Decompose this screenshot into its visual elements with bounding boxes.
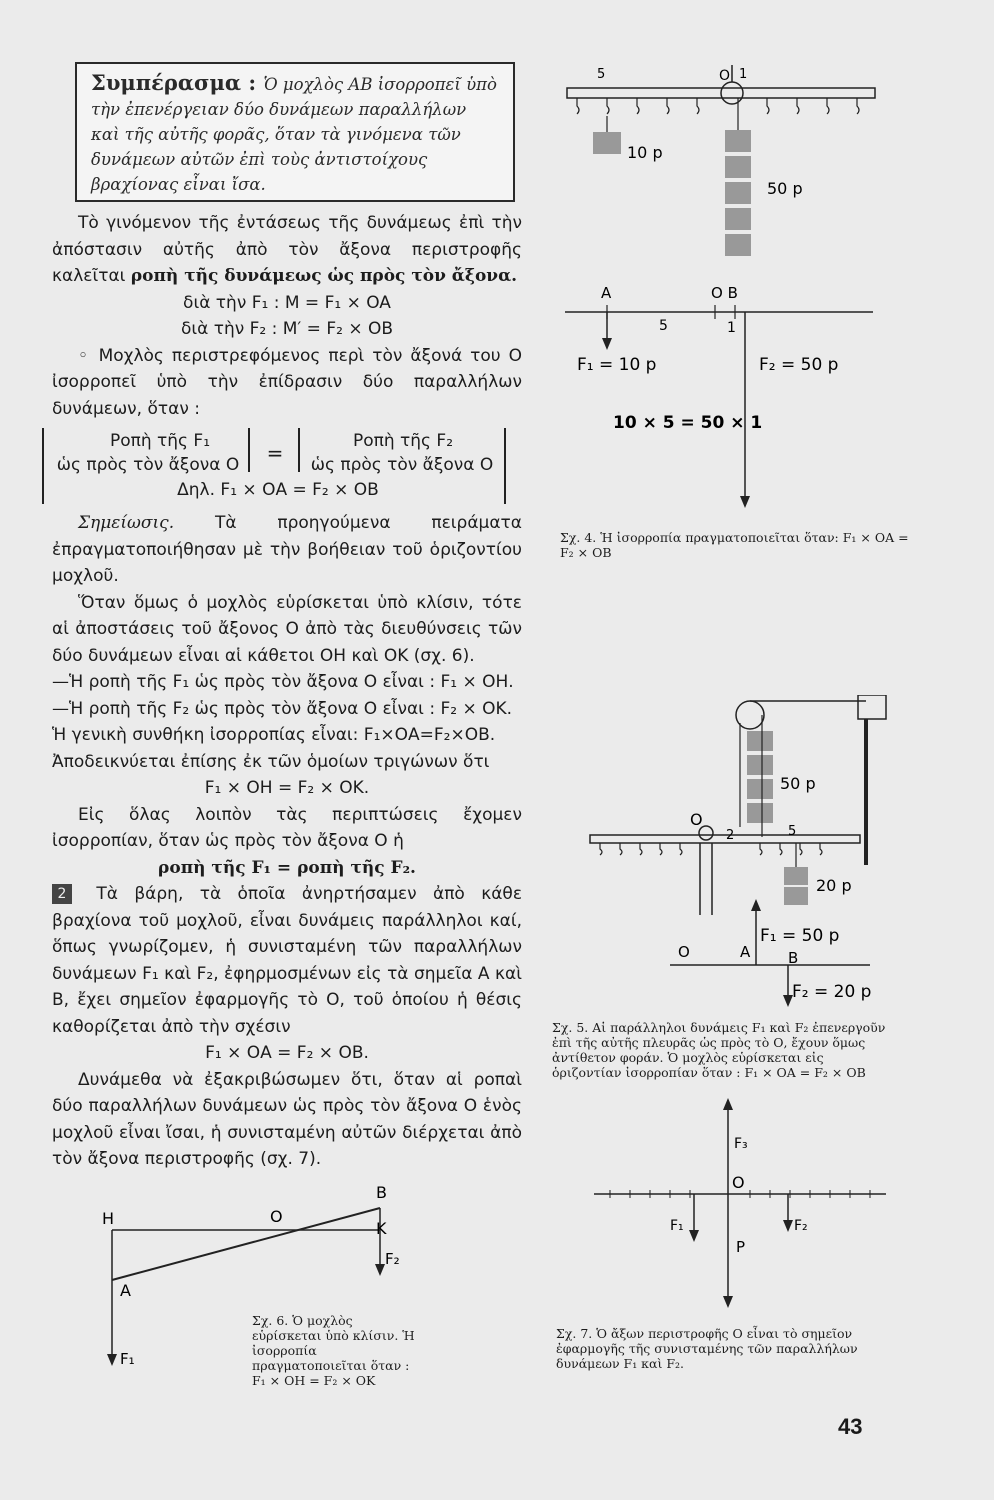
conclusion-text: Ὁ μοχλὸς ΑΒ ἰσορροπεῖ ὑπὸ τὴν ἐπενέργειαν δύο δυνάμεων παραλλήλων καὶ τῆς αὐτῆς φορᾶς, ὅταν τὰ γινόμενα τῶν δυνάμεων αὐτῶν ἐπὶ τοὺς ἀντιστοίχους βραχίονας εἶναι ἴσα. bbox=[91, 75, 497, 194]
weight-c bbox=[747, 779, 773, 799]
label-h: H bbox=[102, 1209, 115, 1228]
label-o: O bbox=[732, 1173, 745, 1192]
inclined-lever bbox=[112, 1208, 380, 1280]
label-o-lower: O bbox=[678, 943, 690, 961]
label-f2: F₂ bbox=[794, 1218, 808, 1234]
line-similar-triangles: Ἀποδεικνύεται ἐπίσης ἐκ τῶν ὁμοίων τριγώνων ὅτι bbox=[52, 751, 490, 772]
figure-5-caption: Σχ. 5. Αἱ παράλληλοι δυνάμεις F₁ καὶ F₂ ἐπενεργοῦν ἐπὶ τῆς αὐτῆς πλευρᾶς ὡς πρὸς τὸ Ο, ἔχουν ὅμως ἀντίθετον φοράν. Ὁ μοχλὸς εὑρίσκεται εἰς ὁριζοντίαν ἰσορροπίαν ὅταν : F₁ × OA = F₂ × OB bbox=[552, 1020, 886, 1080]
weight-2 bbox=[725, 156, 751, 178]
weight-d bbox=[747, 803, 773, 823]
label-b: B bbox=[788, 949, 799, 967]
figure-6-caption: Σχ. 6. Ὁ μοχλὸς εὑρίσκεται ὑπὸ κλίσιν. Ἡ ἰσορροπία πραγματοποιεῖται ὅταν : F₁ × OH = F₂ × OK bbox=[252, 1313, 415, 1388]
label-o: O bbox=[270, 1207, 283, 1226]
label-f1-10p: F₁ = 10 p bbox=[577, 355, 657, 375]
line-general-condition: Ἡ γενικὴ συνθήκη ἰσορροπίας εἶναι: F₁×ΟΑ=F₂×ΟΒ. bbox=[52, 725, 496, 745]
weight-3 bbox=[725, 182, 751, 204]
clamp bbox=[858, 695, 886, 719]
pivot-circle bbox=[721, 82, 743, 104]
label-50p: 50 p bbox=[780, 774, 816, 793]
weight-10p bbox=[593, 132, 621, 154]
weight-f bbox=[784, 887, 808, 905]
weight-5 bbox=[725, 234, 751, 256]
label-a: A bbox=[601, 284, 612, 302]
paragraph-section-2: 2 Τὰ βάρη, τὰ ὁποῖα ἀνηρτήσαμεν ἀπὸ κάθε βραχίονα τοῦ μοχλοῦ, εἶναι δυνάμεις παράλληλοι καί, ὅπως γνωρίζομεν, ἡ συνισταμένη τῶν παραλλήλων δυνάμεων F₁ καὶ F₂, ἐφηρμοσμένων εἰς τὰ σημεῖα Α καὶ Β, ἔχει σημεῖον ἐφαρμογῆς τὸ Ο, τοῦ ὁποίου ἡ θέσις καθορίζεται ἀπὸ τὴν σχέσιν bbox=[52, 884, 523, 1037]
line-moment-f2-ok: —Ἡ ροπὴ τῆς F₂ ὡς πρὸς τὸν ἄξονα Ο εἶναι : F₂ × ΟΚ. bbox=[52, 698, 513, 719]
paragraph-lever-rule: ◦ Μοχλὸς περιστρεφόμενος περὶ τὸν ἄξονά του Ο ἰσορροπεῖ ὑπὸ τὴν ἐπίδρασιν δύο παραλλήλων δυνάμεων, ὅταν : bbox=[52, 345, 522, 419]
weight-b bbox=[747, 755, 773, 775]
formula-f2: διὰ τὴν F₂ : M′ = F₂ × OB bbox=[180, 319, 394, 339]
label-50p: 50 p bbox=[767, 179, 803, 198]
weight-4 bbox=[725, 208, 751, 230]
bracket-left bbox=[42, 428, 44, 504]
arrow-f1-head bbox=[107, 1354, 117, 1366]
arrow-f2-head bbox=[375, 1264, 385, 1276]
figure-4-caption: Σχ. 4. Ἡ ἰσορροπία πραγματοποιεῖται ὅταν: F₁ × OA = F₂ × OB bbox=[560, 530, 909, 560]
label-1-lower: 1 bbox=[727, 320, 736, 336]
bracket-right bbox=[504, 428, 506, 504]
figure-7-caption: Σχ. 7. Ὁ ἄξων περιστροφῆς Ο εἶναι τὸ σημεῖον ἐφαρμογῆς τῆς συνισταμένης τῶν παραλλήλων δυνάμεων F₁ καὶ F₂. bbox=[556, 1326, 858, 1371]
paragraph-resultant: Δυνάμεθα νὰ ἐξακριβώσωμεν ὅτι, ὅταν αἱ ροπαὶ δύο παραλλήλων δυνάμεων ὡς πρὸς τὸν ἄξονα Ο ἑνὸς μοχλοῦ εἶναι ἴσαι, ἡ συνισταμένη αὐτῶν διέρχεται ἀπὸ τὸν ἄξονα περιστροφῆς (σχ. 7). bbox=[52, 1069, 522, 1169]
weight-a bbox=[747, 731, 773, 751]
figure-4-diagram bbox=[555, 60, 885, 580]
hook-row bbox=[577, 98, 859, 114]
weight-1 bbox=[725, 130, 751, 152]
moment-f2-label: Ροπὴ τῆς F₂ bbox=[352, 431, 454, 451]
label-5-lower: 5 bbox=[659, 318, 668, 334]
label-k: K bbox=[376, 1219, 387, 1238]
lever-bar bbox=[590, 835, 860, 843]
formula-oh-ok: F₁ × ΟΗ = F₂ × ΟΚ. bbox=[204, 778, 370, 798]
page-number: 43 bbox=[838, 1414, 863, 1439]
moment-f1-label: Ροπὴ τῆς F₁ bbox=[109, 431, 211, 451]
product-equation: Δηλ. F₁ × ΟΑ = F₂ × ΟΒ bbox=[177, 480, 379, 500]
paragraph-moment-def: Τὸ γινόμενον τῆς ἐντάσεως τῆς δυνάμεως ἐπὶ τὴν ἀπόστασιν αὐτῆς ἀπὸ τὸν ἄξονα περιστροφῆς καλεῖται ροπὴ τῆς δυνάμεως ὡς πρὸς τὸν ἄξονα. bbox=[52, 213, 522, 286]
label-b: B bbox=[376, 1183, 387, 1202]
label-1: 1 bbox=[739, 67, 748, 82]
section-number-badge: 2 bbox=[52, 884, 72, 904]
axis-o-label-1: ὡς πρὸς τὸν ἄξονα Ο bbox=[56, 455, 240, 475]
bar-mid-2 bbox=[298, 428, 300, 472]
equals-sign: = bbox=[266, 441, 284, 465]
label-a: A bbox=[740, 943, 751, 961]
label-f1: F₁ bbox=[670, 1218, 684, 1234]
figure-7-diagram bbox=[590, 1090, 890, 1320]
paragraph-all-cases: Εἰς ὅλας λοιπὸν τὰς περιπτώσεις ἔχομεν ἰσορροπίαν, ὅταν ὡς πρὸς τὸν ἄξονα Ο ἡ bbox=[52, 804, 522, 851]
label-f1-50p: F₁ = 50 p bbox=[760, 926, 840, 946]
label-10p: 10 p bbox=[627, 143, 663, 162]
label-2: 2 bbox=[726, 828, 735, 843]
label-f2: F₂ bbox=[385, 1250, 400, 1268]
line-moment-f1-oh: —Ἡ ροπὴ τῆς F₁ ὡς πρὸς τὸν ἄξονα Ο εἶναι : F₁ × ΟΗ. bbox=[52, 672, 514, 692]
paragraph-remark: Σημείωσις. Τὰ προηγούμενα πειράματα ἐπραγματοποιήθησαν μὲ τὴν βοήθειαν τοῦ ὁριζοντίου μοχλοῦ. bbox=[52, 513, 523, 586]
label-f3: F₃ bbox=[734, 1136, 748, 1152]
label-ob: O B bbox=[711, 284, 738, 302]
label-f1: F₁ bbox=[120, 1350, 135, 1368]
main-text bbox=[52, 210, 522, 1173]
conclusion-box bbox=[75, 62, 515, 202]
label-5: 5 bbox=[597, 67, 606, 82]
axis-o-label-2: ὡς πρὸς τὸν ἄξονα Ο bbox=[310, 455, 494, 475]
label-p: P bbox=[736, 1238, 746, 1256]
bar-mid-1 bbox=[248, 428, 250, 472]
moment-equality-table bbox=[52, 428, 522, 506]
paragraph-inclined: Ὅταν ὅμως ὁ μοχλὸς εὑρίσκεται ὑπὸ κλίσιν, τότε αἱ ἀποστάσεις τοῦ ἄξονος Ο ἀπὸ τὰς διευθύνσεις τῶν δύο δυνάμεων εἶναι αἱ κάθετοι ΟΗ καὶ ΟΚ (σχ. 6). bbox=[52, 592, 522, 666]
label-f2-20p: F₂ = 20 p bbox=[792, 982, 872, 1002]
label-f2-50p: F₂ = 50 p bbox=[759, 355, 839, 375]
formula-oa-ob: F₁ × ΟΑ = F₂ × ΟΒ. bbox=[205, 1043, 369, 1063]
label-o: O bbox=[690, 810, 703, 829]
label-a: A bbox=[120, 1281, 131, 1300]
equation-10x5-50x1: 10 × 5 = 50 × 1 bbox=[613, 413, 763, 433]
label-o: O bbox=[719, 68, 731, 84]
label-5: 5 bbox=[788, 824, 797, 839]
weight-e bbox=[784, 867, 808, 885]
label-20p: 20 p bbox=[816, 876, 852, 895]
formula-f1: διὰ τὴν F₁ : M = F₁ × OA bbox=[183, 292, 391, 313]
hook-row bbox=[600, 843, 822, 855]
figure-5-diagram bbox=[580, 695, 900, 1025]
formula-moment-equality: ροπὴ τῆς F₁ = ροπὴ τῆς F₂. bbox=[158, 857, 416, 878]
conclusion-heading: Συμπέρασμα : bbox=[91, 70, 264, 95]
